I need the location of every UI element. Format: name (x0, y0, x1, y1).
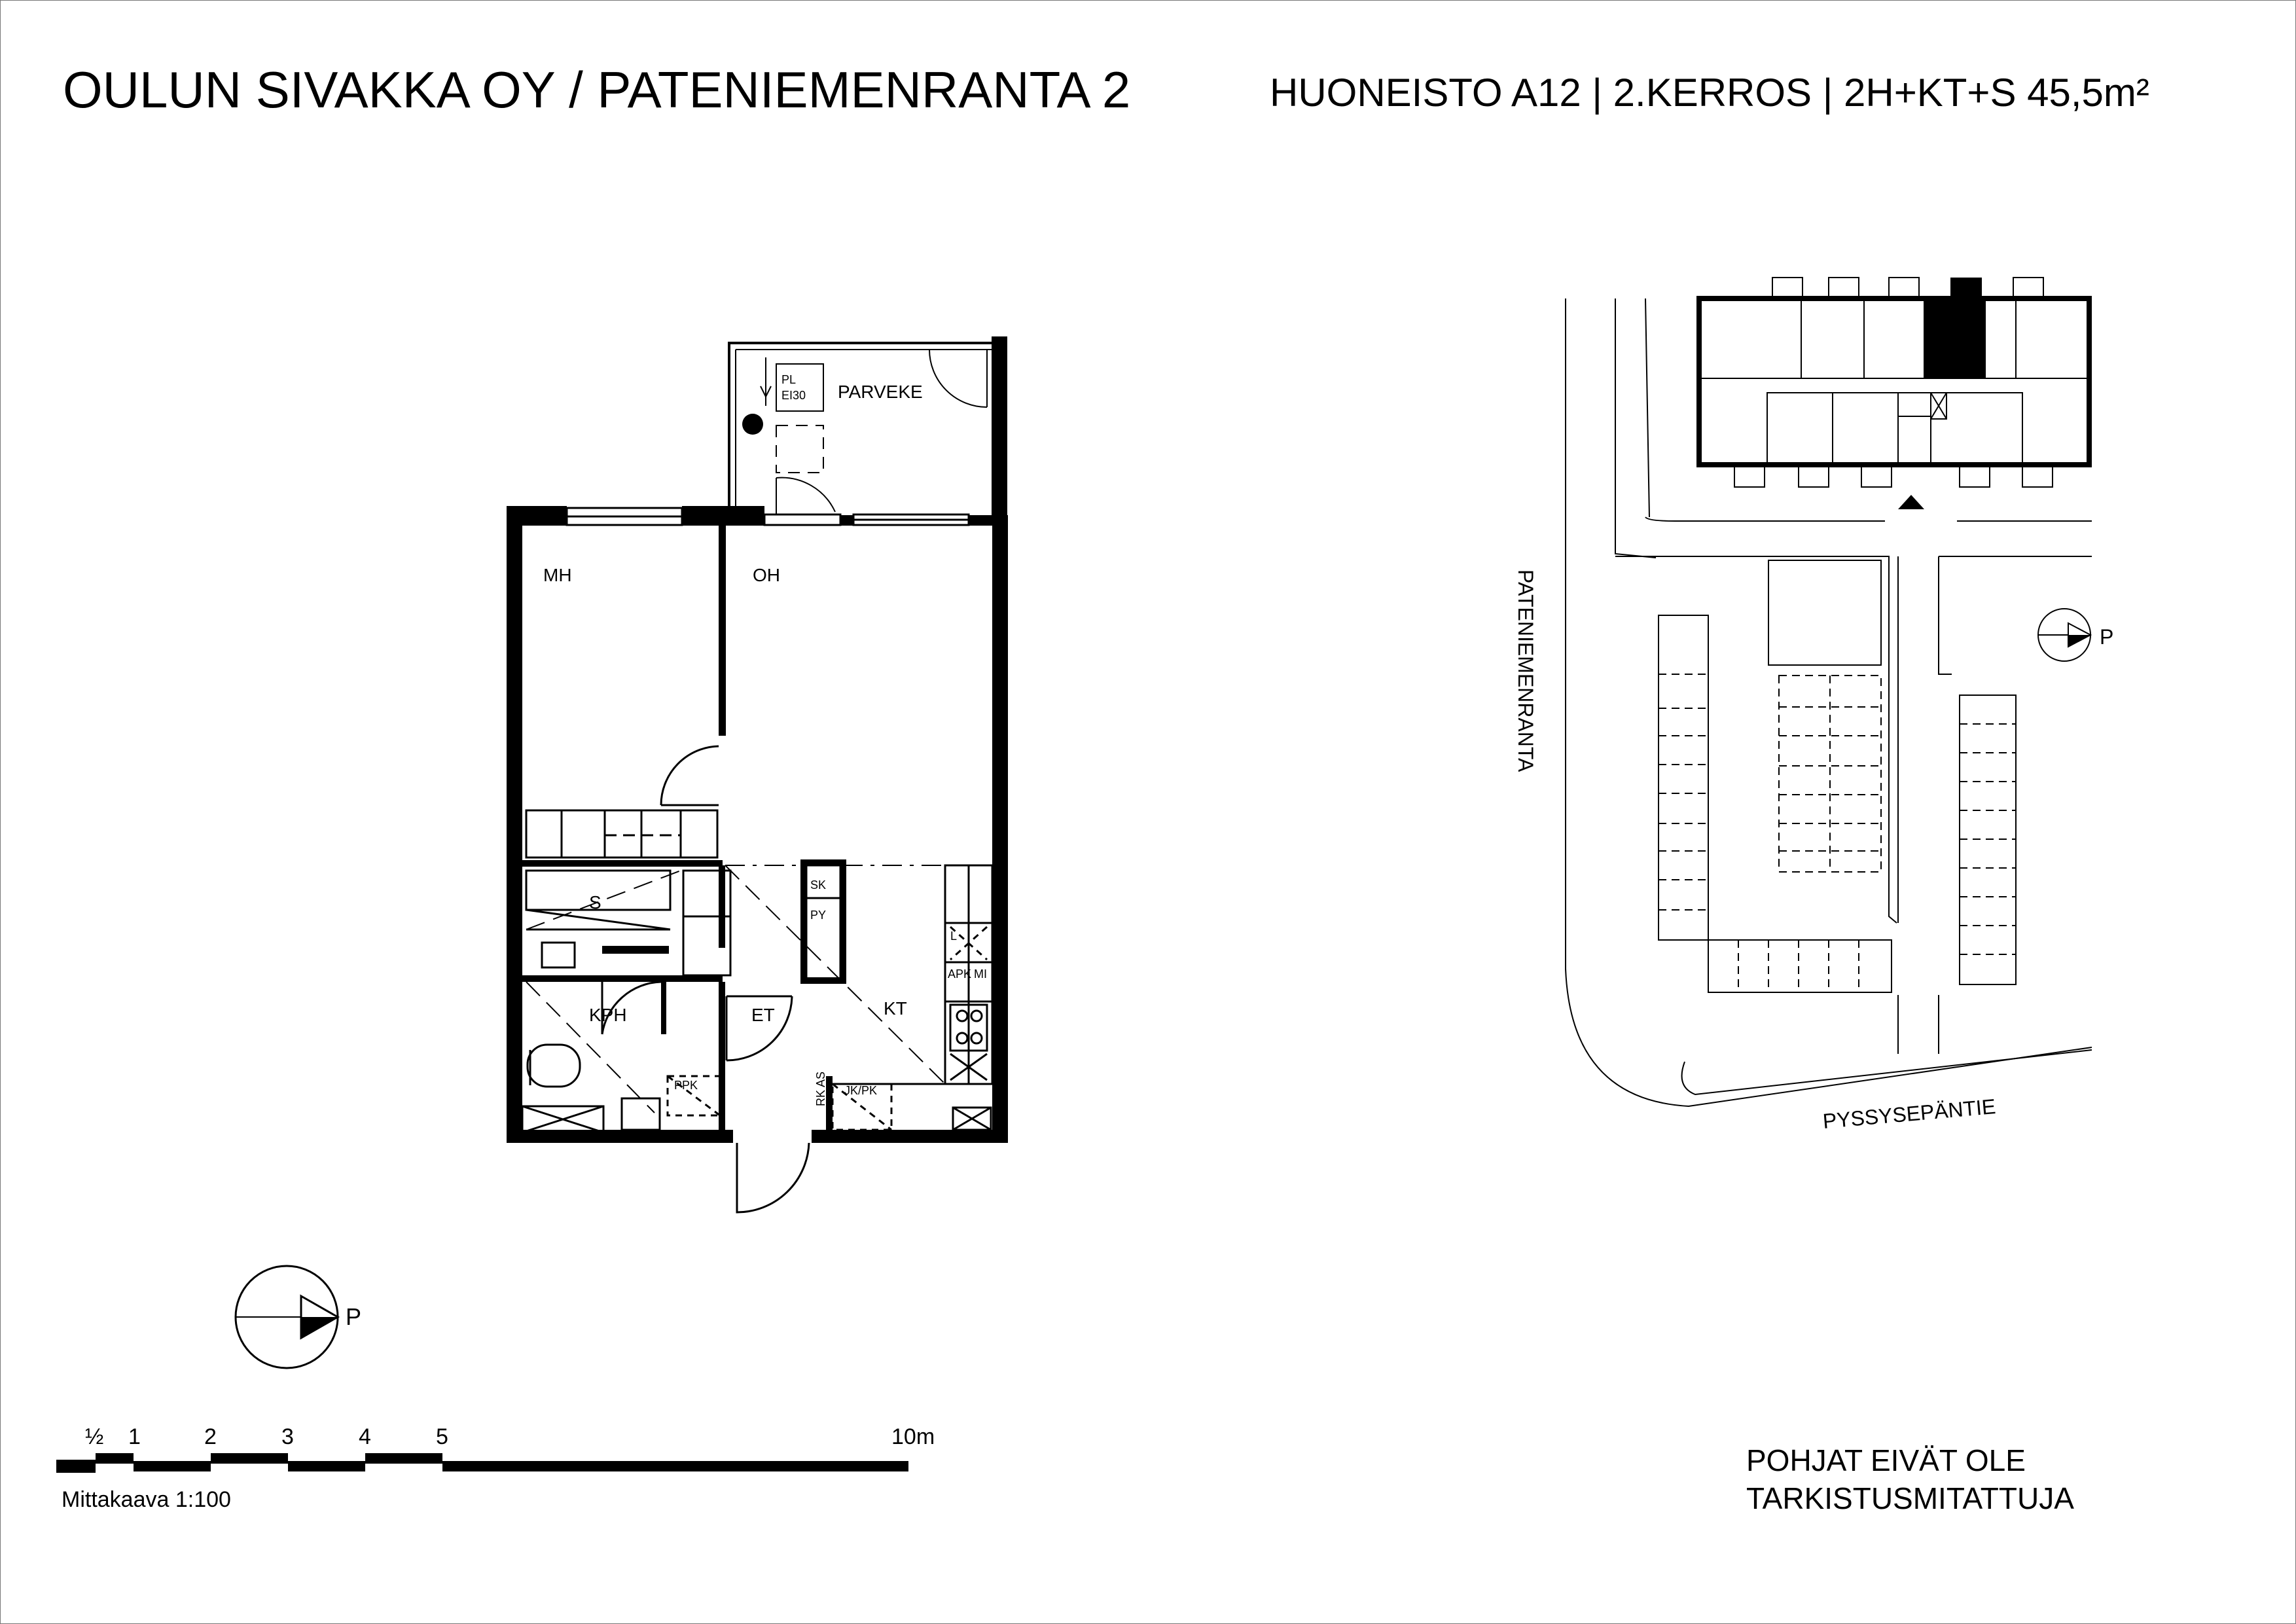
scale-tick-2: 2 (204, 1424, 217, 1449)
scale-tick-3: 3 (281, 1424, 294, 1449)
wardrobe (526, 810, 717, 857)
toilet (528, 1045, 580, 1087)
room-label-mh: MH (543, 565, 572, 585)
sauna-stove (542, 943, 575, 967)
label-jk-pk: JK/PK (844, 1084, 878, 1097)
wall-interior-core (719, 865, 725, 948)
sink (622, 1098, 660, 1130)
balcony-post (992, 336, 1007, 521)
wall-west (507, 506, 522, 1143)
wall-east (992, 521, 1008, 1143)
balcony-drain-box (776, 425, 823, 473)
wall-north-mid2 (840, 515, 853, 526)
wall-interior-bed (719, 526, 726, 736)
wall-north-mid1 (682, 506, 764, 526)
bedroom-door-swing (661, 746, 719, 805)
balcony-entry-door-swing (776, 478, 835, 512)
room-label-et: ET (751, 1005, 775, 1025)
pl-ei30-box (776, 364, 823, 411)
label-mi: MI (974, 967, 987, 981)
disclaimer-line-1: POHJAT EIVÄT OLE (1746, 1443, 2026, 1477)
wall-interior-sauna-n (522, 860, 723, 867)
room-label-kt: KT (884, 998, 907, 1019)
label-ppk: PPK (674, 1079, 698, 1092)
entrance-door-swing (737, 1143, 809, 1212)
balcony (729, 343, 992, 516)
balcony-door-swing (929, 350, 987, 407)
room-label-kph: KPH (589, 1005, 627, 1025)
wall-north-left (507, 506, 567, 526)
wall-south-right (812, 1130, 1008, 1143)
scale-tick-1: 1 (128, 1424, 141, 1449)
room-label-parveke: PARVEKE (838, 382, 923, 402)
label-py: PY (810, 909, 827, 922)
windows (567, 508, 969, 525)
hall-fixtures (683, 871, 809, 1212)
scale-bar (56, 1424, 935, 1473)
scale-tick-5: 5 (436, 1424, 448, 1449)
label-apk: APK (948, 967, 972, 981)
room-label-s: S (589, 892, 601, 912)
scale-tick-10m: 10m (891, 1424, 935, 1449)
scale-caption: Mittakaava 1:100 (62, 1487, 231, 1512)
label-l: L (950, 929, 958, 943)
scale-tick-4: 4 (359, 1424, 371, 1449)
scale-tick-half: ½ (85, 1424, 104, 1449)
bedroom-furniture (526, 746, 719, 857)
street-label-pyssysepantie: PYSSYSEPÄNTIE (1821, 1094, 1997, 1133)
drain-dot (742, 414, 763, 435)
label-rk-as: RK AS (814, 1071, 827, 1106)
north-arrow-floorplan (236, 1266, 361, 1368)
balcony-door-frame (764, 514, 840, 525)
label-sk: SK (810, 878, 827, 892)
north-label-site: P (2100, 625, 2114, 649)
room-label-oh: OH (753, 565, 780, 585)
wall-interior-kph-div (661, 982, 666, 1034)
street-label-pateniemenranta: PATENIEMENRANTA (1514, 569, 1537, 772)
disclaimer-line-2: TARKISTUSMITATTUJA (1746, 1481, 2074, 1515)
apartment-summary: HUONEISTO A12 | 2.KERROS | 2H+KT+S 45,5m² (1270, 71, 2149, 115)
wall-interior-sauna-s (602, 946, 669, 954)
label-ei30: EI30 (781, 389, 806, 402)
label-pl: PL (781, 373, 797, 386)
sheet-title: OULUN SIVAKKA OY / PATENIEMENRANTA 2 (63, 61, 1131, 118)
north-label-floorplan: P (346, 1303, 362, 1330)
